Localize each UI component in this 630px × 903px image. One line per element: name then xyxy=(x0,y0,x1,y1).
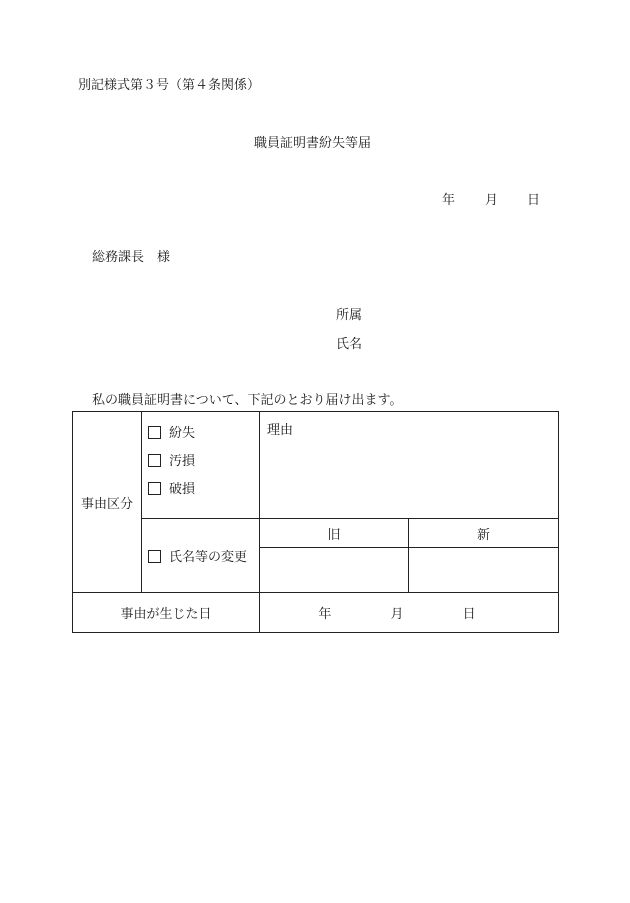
form-reference: 別記様式第３号（第４条関係） xyxy=(78,78,261,93)
option-list xyxy=(142,412,260,519)
reason-field[interactable] xyxy=(260,412,559,519)
checkbox[interactable] xyxy=(148,482,161,495)
checkbox[interactable] xyxy=(148,550,161,563)
document-title: 職員証明書紛失等届 xyxy=(254,136,372,151)
occurred-month: 月 xyxy=(390,607,404,622)
reason-label: 理由 xyxy=(267,423,294,438)
date-month-label: 月 xyxy=(485,193,499,208)
date-year-label: 年 xyxy=(442,193,456,208)
occurred-date-field[interactable] xyxy=(260,593,559,633)
addressee: 総務課長 様 xyxy=(92,250,171,265)
option-name-change[interactable]: 氏名等の変更 xyxy=(142,519,260,593)
checkbox[interactable] xyxy=(148,426,161,439)
name-label: 氏名 xyxy=(336,337,363,352)
category-label: 事由区分 xyxy=(80,496,133,512)
option-soiled[interactable]: 汚損 xyxy=(148,448,259,476)
checkbox[interactable] xyxy=(148,454,161,467)
option-lost[interactable]: 紛失 xyxy=(148,420,259,448)
option-damaged[interactable]: 破損 xyxy=(148,476,259,504)
report-form-table xyxy=(72,411,559,633)
new-value-field[interactable] xyxy=(409,548,559,593)
old-header: 旧 xyxy=(260,519,409,548)
new-header: 新 xyxy=(409,519,559,548)
occurred-day: 日 xyxy=(462,607,476,622)
occurred-date-label: 事由が生じた日 xyxy=(120,607,212,622)
occurred-date-label-cell xyxy=(73,593,260,633)
old-value-field[interactable] xyxy=(260,548,409,593)
category-label-cell xyxy=(73,412,142,593)
date-day-label: 日 xyxy=(527,193,541,208)
affiliation-label: 所属 xyxy=(336,308,363,323)
intro-text: 私の職員証明書について、下記のとおり届け出ます。 xyxy=(92,393,403,408)
occurred-year: 年 xyxy=(318,607,332,622)
